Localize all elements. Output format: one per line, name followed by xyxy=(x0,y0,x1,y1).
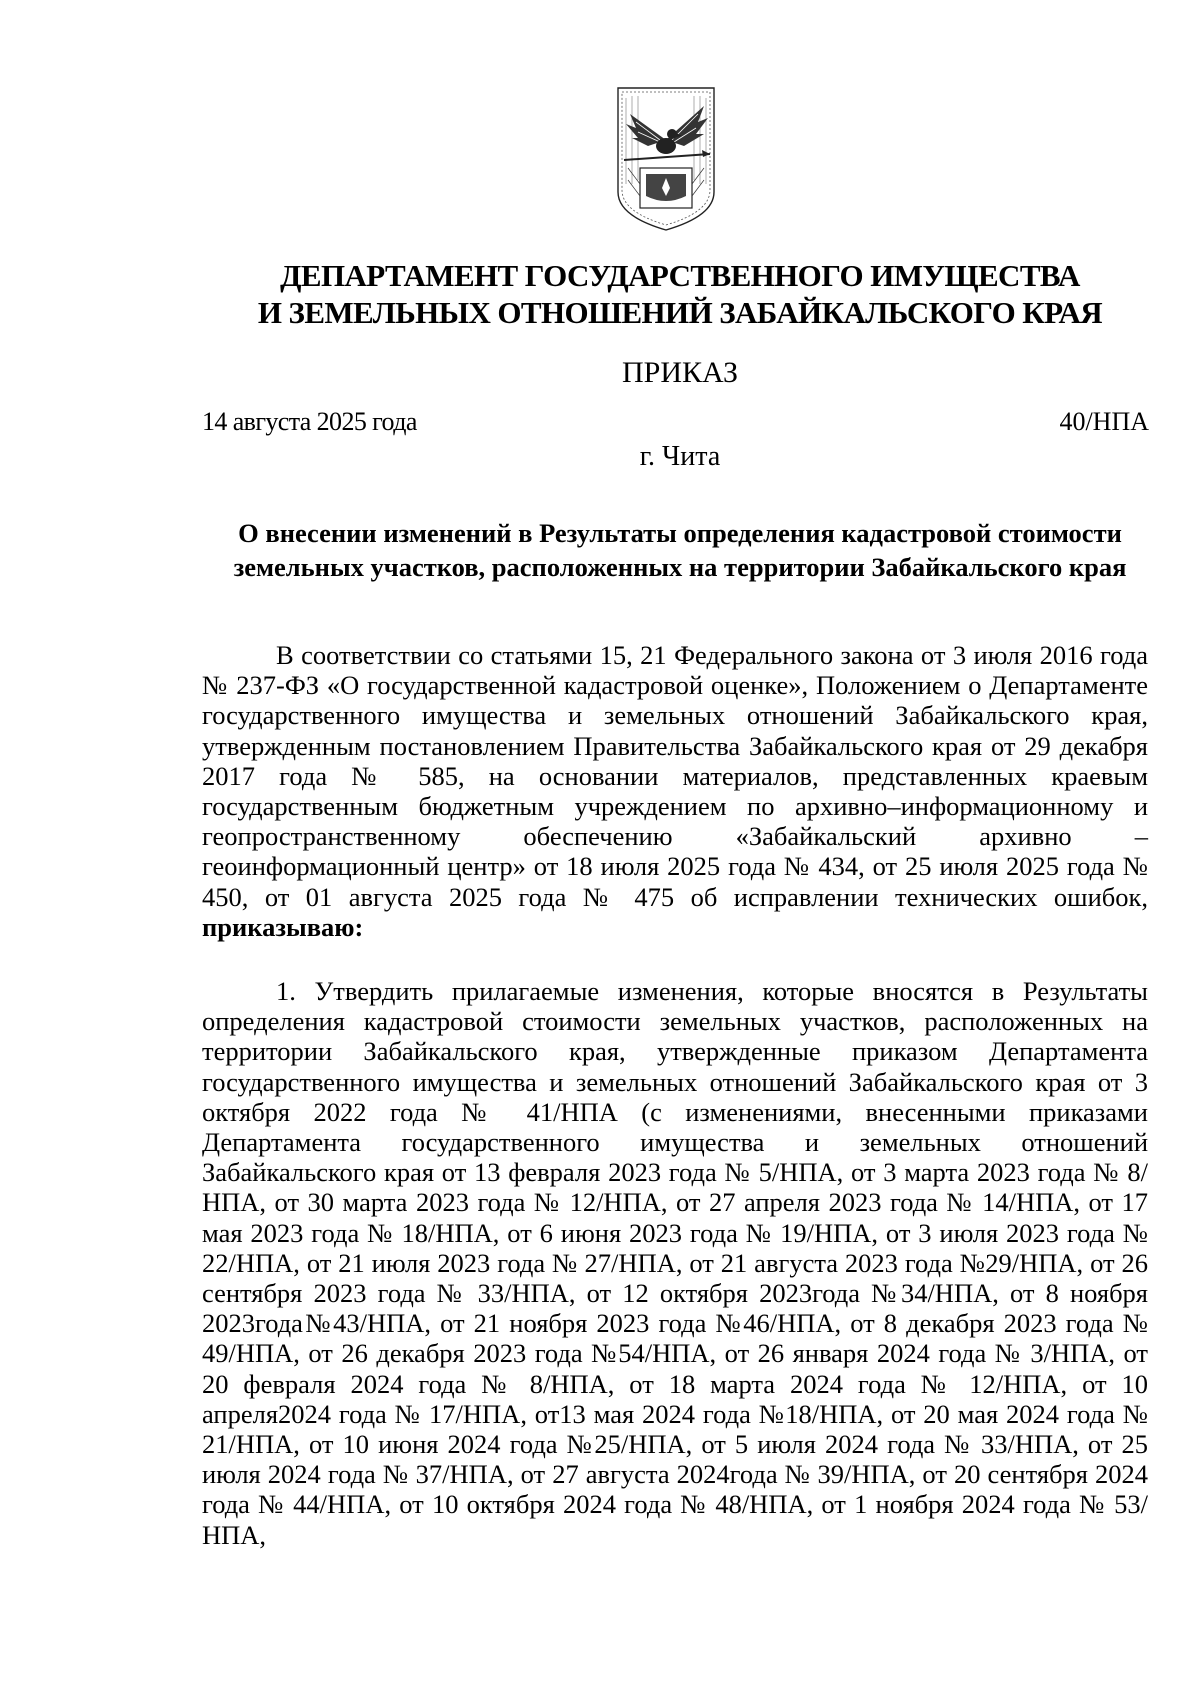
order-number: 40/НПА xyxy=(1059,407,1149,436)
body-paragraph-2 xyxy=(202,976,1148,1550)
department-name-line1: ДЕПАРТАМЕНТ ГОСУДАРСТВЕННОГО ИМУЩЕСТВА xyxy=(280,258,1080,293)
paragraph-2-text: 1. Утвердить прилагаемые изменения, которые вносятся в Результаты определения кадастровой стоимости земельных участков, расположенных на территории Забайкальского края, утвержденные приказом Департамента государственного имущества и земельных отношений Забайкальского края от 3 октября 2022 года № 41/НПА (с изменениями, внесенными приказами Департамента государственного имущества и земельных отношений Забайкальского края от 13 февраля 2023 года № 5/НПА, от 3 марта 2023 года № 8/НПА, от 30 марта 2023 года № 12/НПА, от 27 апреля 2023 года № 14/НПА, от 17 мая 2023 года № 18/НПА, от 6 июня 2023 года № 19/НПА, от 3 июля 2023 года № 22/НПА, от 21 июля 2023 года № 27/НПА, от 21 августа 2023 года №29/НПА, от 26 сентября 2023 года № 33/НПА, от 12 октября 2023года №34/НПА, от 8 ноября 2023года№43/НПА, от 21 ноября 2023 года №46/НПА, от 8 декабря 2023 года № 49/НПА, от 26 декабря 2023 года №54/НПА, от 26 января 2024 года № 3/НПА, от 20 февраля 2024 года № 8/НПА, от 18 марта 2024 года № 12/НПА, от 10 апреля2024 года № 17/НПА, от13 мая 2024 года №18/НПА, от 20 мая 2024 года № 21/НПА, от 10 июня 2024 года №25/НПА, от 5 июля 2024 года № 33/НПА, от 25 июля 2024 года № 37/НПА, от 27 августа 2024года № 39/НПА, от 20 сентября 2024 года № 44/НПА, от 10 октября 2024 года № 48/НПА, от 1 ноября 2024 года № 53/НПА, xyxy=(202,976,1148,1550)
paragraph-1-text: В соответствии со статьями 15, 21 Федерального закона от 3 июля 2016 года № 237-ФЗ «О государственной кадастровой оценке», Положением о Департаменте государственного имущества и земельных отношений Забайкальского края, утвержденным постановлением Правительства Забайкальского края от 29 декабря 2017 года № 585, на основании материалов, представленных краевым государственным бюджетным учреждением по архивно–информационному и геопространственному обеспечению «Забайкальский архивно – геоинформационный центр» от 18 июля 2025 года № 434, от 25 июля 2025 года № 450, от 01 августа 2025 года № 475 об исправлении технических ошибок, xyxy=(202,640,1148,912)
department-name-line2: И ЗЕМЕЛЬНЫХ ОТНОШЕНИЙ ЗАБАЙКАЛЬСКОГО КРАЯ xyxy=(257,295,1103,330)
paragraph-1-decree: приказываю: xyxy=(202,911,364,942)
order-subject-line1: О внесении изменений в Результаты определения кадастровой стоимости xyxy=(238,518,1122,548)
order-date: 14 августа 2025 года xyxy=(202,407,417,436)
coat-of-arms-icon xyxy=(612,84,720,234)
order-city: г. Чита xyxy=(639,441,721,472)
order-subject xyxy=(200,516,1160,584)
order-subject-line2: земельных участков, расположенных на территории Забайкальского края xyxy=(233,552,1127,582)
department-name xyxy=(200,257,1160,331)
order-body xyxy=(202,640,1148,1550)
document-type-title: ПРИКАЗ xyxy=(622,356,738,389)
body-paragraph-1 xyxy=(202,640,1148,942)
